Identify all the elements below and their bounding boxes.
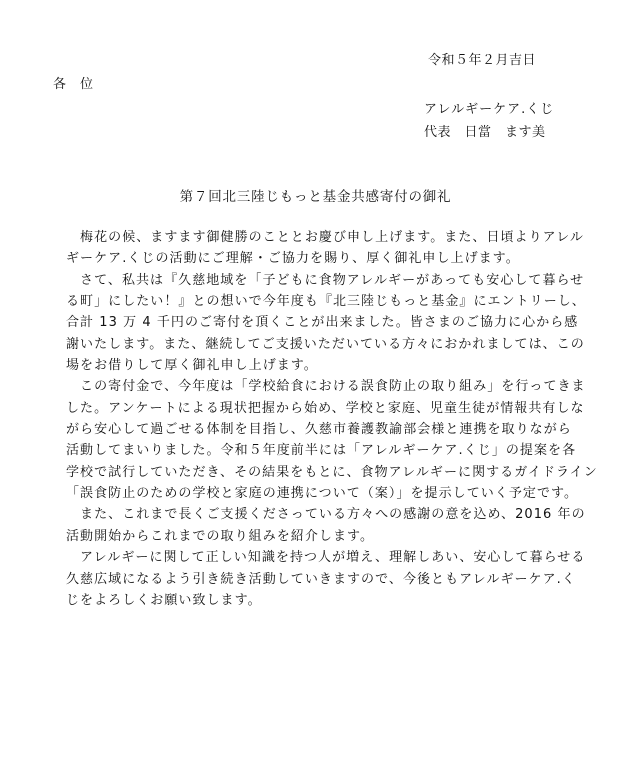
letter-body xyxy=(66,227,626,611)
sender-organization: アレルギーケア.くじ xyxy=(424,102,555,117)
body-line: 合計 13 万 4 千円のご寄付を頂くことが出来ました。皆さまのご協力に心から感 xyxy=(66,315,579,331)
body-line: 学校で試行していただき、その結果をもとに、食物アレルギーに関するガイドライン xyxy=(66,464,598,480)
body-line: 梅花の候、ますます御健勝のこととお慶び申し上げます。また、日頃よりアレル xyxy=(66,230,584,245)
body-line: した。アンケートによる現状把握から始め、学校と家庭、児童生徒が情報共有しな xyxy=(66,400,585,416)
body-line: さて、私共は『久慈地域を「子どもに食物アレルギーがあっても安心して暮らせ xyxy=(66,272,585,288)
sender-representative: 代表 日當 ます美 xyxy=(424,125,546,140)
body-line: アレルギーに関して正しい知識を持つ人が増え、理解しあい、安心して暮らせる xyxy=(66,550,586,566)
body-line: この寄付金で、今年度は「学校給食における誤食防止の取り組み」を行ってきま xyxy=(66,379,586,395)
body-line: また、これまで長くご支援くださっている方々への感謝の意を込め、2016 年の xyxy=(66,507,586,523)
body-line: 謝いたします。また、継続してご支援いただいている方々におかれましては、この xyxy=(66,336,585,352)
body-line: がら安心して過ごせる体制を目指し、久慈市養護教諭部会様と連携を取りながら xyxy=(66,422,572,438)
body-line: る町」にしたい！』との想いで今年度も『北三陸じもっと基金』にエントリーし、 xyxy=(66,294,586,310)
body-line: 「誤食防止のための学校と家庭の連携について（案）」を提示していく予定です。 xyxy=(66,486,579,502)
letter-title: 第７回北三陸じもっと基金共感寄付の御礼 xyxy=(179,189,452,205)
body-line: ギーケア.くじの活動にご理解・ご協力を賜り、厚く御礼申し上げます。 xyxy=(66,251,520,267)
body-line: 場をお借りして厚く御礼申し上げます。 xyxy=(66,358,318,374)
body-line: じをよろしくお願い致します。 xyxy=(66,592,262,608)
letter-date: 令和５年２月吉日 xyxy=(428,53,537,68)
addressee: 各 位 xyxy=(53,77,94,92)
body-line: 活動してまいりました。令和５年度前半には「アレルギーケア.くじ」の提案を各 xyxy=(66,443,577,459)
body-line: 活動開始からこれまでの取り組みを紹介します。 xyxy=(66,528,375,544)
body-line: 久慈広域になるよう引き続き活動していきますので、今後ともアレルギーケア.く xyxy=(66,571,576,587)
